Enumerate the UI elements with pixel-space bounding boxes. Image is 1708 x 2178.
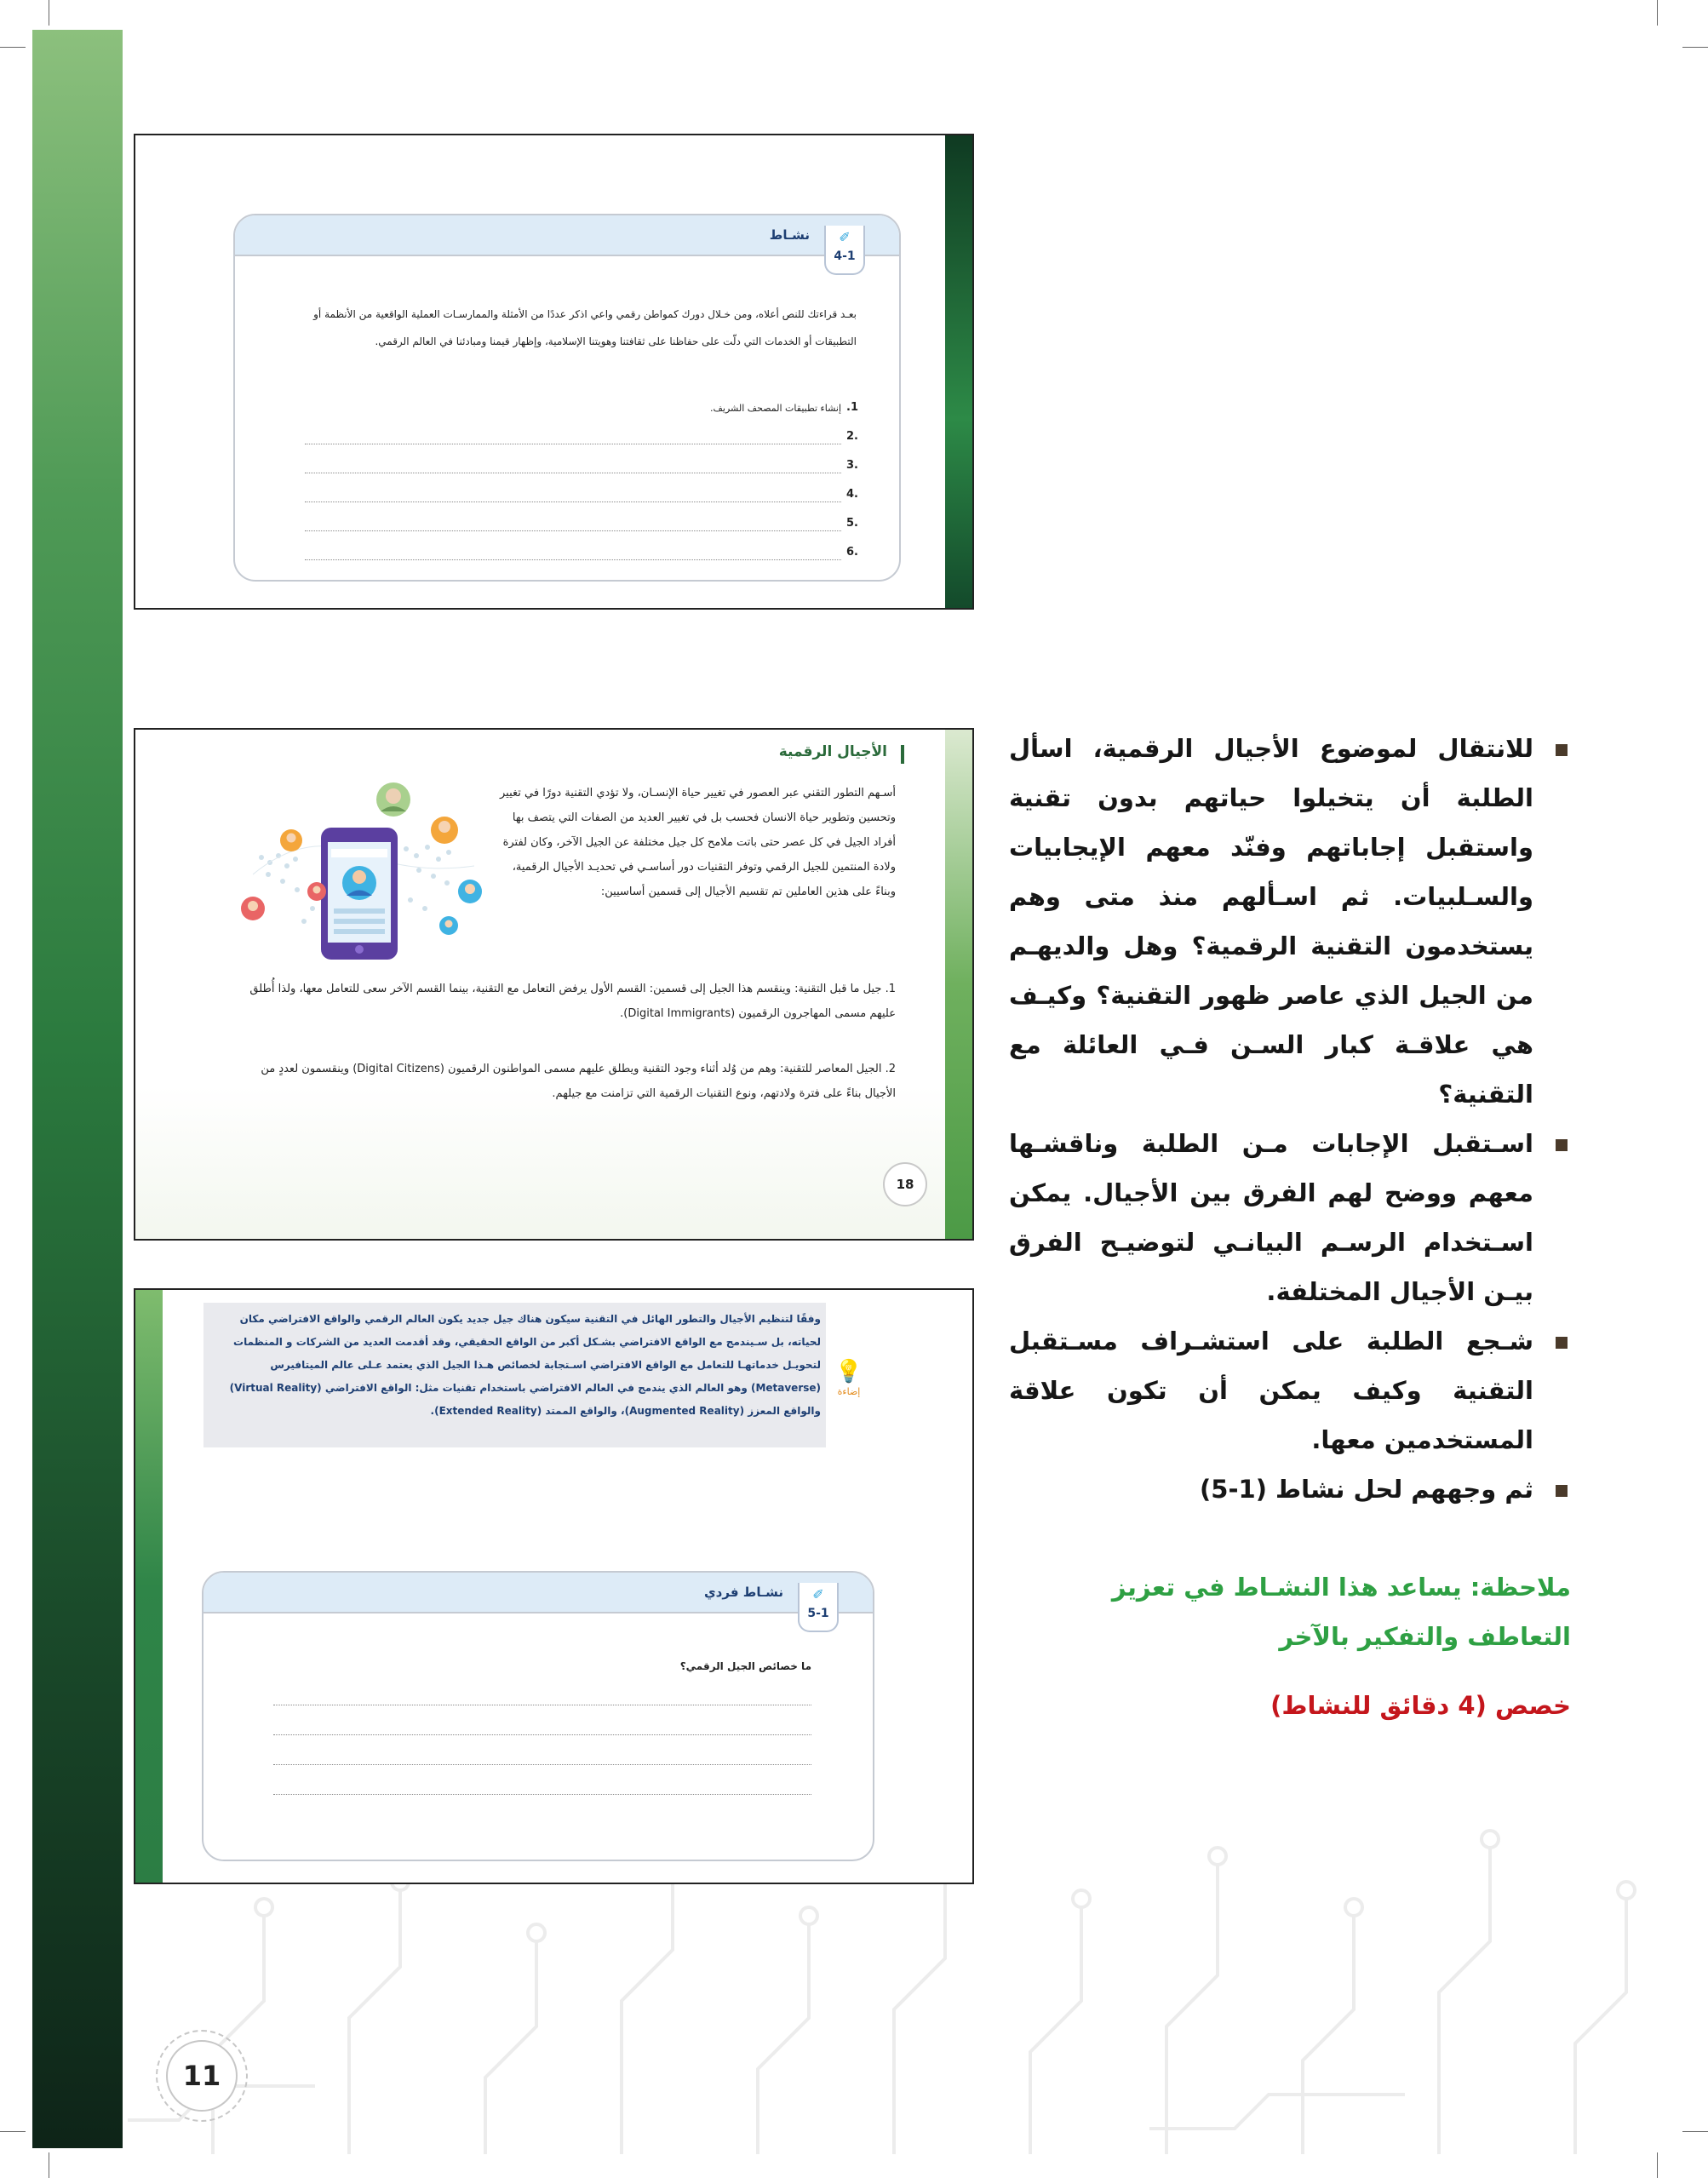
crop-mark bbox=[1682, 47, 1708, 48]
bullet-square-icon bbox=[1556, 1139, 1568, 1151]
info-text: وفقًا لتنظيم الأجيال والتطور الهائل في التقنية سيكون هناك جيل جديد يكون العالم الرقمي والواقع الافتراضي مكان لحياته، بل سـيندمج مع الواقع الافتراضي بشـكل أكبر من الواقع الحقيقي، وقد أقدمت العديد من الشركات و المنظمات لتحويـل خدماتهـا للتعامل مع الواقع الافتراضي اسـتجابة لخصائص هـذا الجيل الذي يعتمد عـلى عالم الميتافيرس (Metaverse) وهو العالم الذي يندمج في العالم الافتراضي باستخدام تقنيات مثل: الواقع الافتراضي (Virtual Reality) والواقع المعزز (Augmented Reality)، والواقع الممتد (Extended Reality). bbox=[229, 1313, 821, 1417]
page-number-badge bbox=[156, 2030, 248, 2122]
individual-activity-box bbox=[202, 1571, 874, 1861]
slide-side-strip bbox=[945, 135, 972, 608]
intro-paragraph: أسـهم التطور التقني عبر العصور في تغيير حياة الإنسـان، ولا تؤدي التقنية دورًا في تغيير وتحسين وتطوير حياة الانسان فحسب بل في تغيير العديد من الصفات التي يتصف بها أفراد الجيل في كل عصر حتى باتت ملامح كل جيل مختلفة عن الجيل الآخر، وكان لفترة ولادة المنتمين للجيل الرقمي وتوفر التقنيات دور أساسـي في تحديـد الأجيال الرقمية، وبناءً على هذين العاملين تم تقسيم الأجيال إلى قسمين أساسيين: bbox=[500, 787, 896, 898]
lightbulb-icon: 💡 bbox=[834, 1359, 863, 1384]
crop-mark bbox=[0, 47, 26, 48]
answer-line[interactable] bbox=[273, 1764, 811, 1765]
slide-page-number: 18 bbox=[883, 1162, 927, 1206]
activity-title: نشـاط bbox=[769, 227, 810, 243]
time-allocation-text: خصص (4 دقائق للنشاط) bbox=[1270, 1691, 1571, 1720]
point-pre-technology-generation: 1. جيل ما قبل التقنية: وينقسم هذا الجيل إلى قسمين: القسم الأول يرفض التعامل مع التقنية، بينما القسم الآخر سعى للتعامل معها، ولذا أُطلق عليهم مسمى المهاجرون الرقميون (Digital Immigrants). bbox=[249, 983, 896, 1020]
activity-number: 4-1 bbox=[834, 249, 856, 263]
activity-instructions: بعـد قراءتك للنص أعلاه، ومن خـلال دورك كمواطن رقمي واعي اذكر عددًا من الأمثلة والممارسـات العملية الواقعية من الأنظمة أو التطبيقات أو الخدمات التي دلّت على حفاظنا على ثقافتنا وهويتنا الإسلامية، وإظهار قيمنا ومبادئنا في العالم الرقمي. bbox=[313, 308, 857, 347]
slide-side-strip bbox=[945, 730, 972, 1239]
pen-icon: ✐ bbox=[839, 229, 851, 245]
section-marker bbox=[901, 745, 904, 764]
instruction-item: اسـتقبل الإجابات مـن الطلبة وناقشـها معهم ووضح لهم الفرق بين الأجيال. يمكن اسـتخدام الرسـم البيانـي لتوضيـح الفرق بيـن الأجيال المختلفة. bbox=[1009, 1119, 1571, 1316]
answer-line[interactable]: .2 bbox=[305, 425, 858, 454]
answer-line[interactable]: .3 bbox=[305, 454, 858, 483]
crop-mark bbox=[1657, 2152, 1658, 2178]
activity-number-badge bbox=[798, 1583, 839, 1632]
digital-people-illustration bbox=[236, 781, 483, 964]
bullet-square-icon bbox=[1556, 1485, 1568, 1497]
answer-lines bbox=[305, 396, 858, 570]
idea-tag bbox=[826, 1303, 872, 1447]
teacher-instructions-list bbox=[1009, 724, 1571, 1514]
instruction-item: للانتقال لموضوع الأجيال الرقمية، اسأل الطلبة أن يتخيلوا حياتهم بدون تقنية واستقبل إجاباتهم وفنّد معهم الإيجابيات والسـلبيات. ثم اسـألهم منذ متى وهم يستخدمون التقنية الرقمية؟ وهل والديهـم من الجيل الذي عاصر ظهور التقنية؟ وكيـف هي علاقـة كبار السـن فـي العائلة مع التقنية؟ bbox=[1009, 724, 1571, 1119]
pen-icon: ✐ bbox=[812, 1586, 824, 1602]
activity-box bbox=[233, 214, 901, 582]
bullet-square-icon bbox=[1556, 1337, 1568, 1349]
section-title: الأجيال الرقمية bbox=[778, 743, 887, 760]
answer-line: 1. إنشاء تطبيقات المصحف الشريف. bbox=[710, 401, 858, 414]
info-highlight-box bbox=[203, 1303, 872, 1447]
answer-line[interactable] bbox=[273, 1734, 811, 1735]
answer-line[interactable] bbox=[273, 1794, 811, 1795]
page-number: 11 bbox=[166, 2040, 238, 2112]
point-contemporary-generation: 2. الجيل المعاصر للتقنية: وهم من وُلد أثناء وجود التقنية ويطلق عليهم مسمى المواطنون الرقميون (Digital Citizens) وينقسمون لعددٍ من الأجيال بناءً على فترة ولادتهم، ونوع التقنيات الرقمية التي تزامنت مع جيلهم. bbox=[261, 1063, 896, 1100]
answer-line[interactable]: .5 bbox=[305, 512, 858, 541]
activity-title: نشـاط فردي bbox=[703, 1585, 783, 1600]
slide-side-strip bbox=[135, 1290, 163, 1883]
answer-line[interactable]: .4 bbox=[305, 483, 858, 512]
answer-line[interactable]: .6 bbox=[305, 541, 858, 570]
slide-activity-4-1 bbox=[134, 134, 974, 610]
instruction-item: ثم وجههم لحل نشاط (1-5) bbox=[1009, 1464, 1571, 1514]
left-decorative-bar bbox=[32, 30, 123, 2148]
idea-label: إضاءة bbox=[837, 1386, 861, 1397]
activity-number-badge bbox=[824, 226, 865, 275]
slide-digital-generations bbox=[134, 728, 974, 1241]
note-text: ملاحظة: يساعد هذا النشـاط في تعزيز التعاطف والتفكير بالآخر bbox=[1111, 1573, 1571, 1651]
crop-mark bbox=[0, 2131, 26, 2132]
instruction-item: شـجع الطلبة على استشـراف مسـتقبل التقنية وكيف يمكن أن تكون علاقة المستخدمين معها. bbox=[1009, 1316, 1571, 1464]
bullet-square-icon bbox=[1556, 744, 1568, 756]
slide-activity-5-1 bbox=[134, 1288, 974, 1884]
activity-number: 5-1 bbox=[807, 1607, 829, 1620]
crop-mark bbox=[1657, 0, 1658, 26]
activity-question: ما خصائص الجيل الرقمي؟ bbox=[679, 1660, 811, 1672]
